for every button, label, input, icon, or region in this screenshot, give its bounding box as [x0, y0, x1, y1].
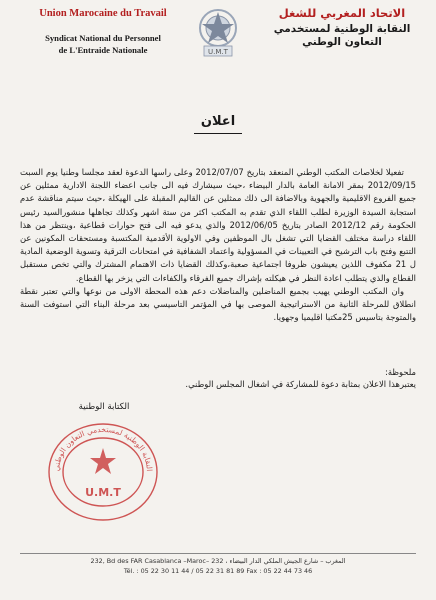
union-name-ar: الاتحاد المغربي للشغل: [278, 6, 406, 20]
title-underline: [194, 133, 242, 134]
entraide-name-fr: de L'Entraide Nationale: [58, 45, 148, 55]
announcement-body: [20, 166, 416, 324]
syndicat-name-fr: Syndicat National du Personnel: [45, 33, 161, 43]
union-name-fr: Union Marocaine du Travail: [39, 8, 167, 19]
logo-text: U.M.T: [208, 48, 228, 56]
body-paragraph-2: وان المكتب الوطني يهيب بجميع المناضلين والمناضلات دعم هذه المحطة الاولى من نوعها والتي تعتبر نقطة انطلاق للمرحلة الثانية من الاستراتيجية الموصى بها في المؤتمر التاسيسي بعد مرحلة البناء التي استوفت السنة والمتوجة بتاسيس 25مكتبا اقليميا وجهويا.: [20, 285, 416, 323]
footer-address: 232, Bd des FAR Casablanca –Maroc– المغرب – شارع الجيش الملكي الدار البيضاء ، 232: [90, 557, 346, 565]
header-french: [18, 8, 188, 55]
official-stamp-icon: [44, 418, 162, 526]
note-text: يعتبرهذا الاعلان بمثابة دعوة للمشاركة في اشغال المجلس الوطني.: [185, 379, 416, 389]
syndicat-name-ar: النقابة الوطنية لمستخدمي: [273, 23, 411, 35]
note-block: [20, 366, 416, 390]
document-title: اعلان: [200, 114, 236, 129]
body-paragraph-1: تفعيلا لخلاصات المكتب الوطني المنعقد بتاريخ 2012/07/07 وعلى راسها الدعوة لعقد مجلسا وطنيا يوم السبت 2012/09/15 بمقر الامانة العامة بالدار البيضاء ،حيث سيشارك فيه الى جانب اعضاء اللجنة الادارية ممثلين عن جميع الفروع الاقليمية والجهوية وبالاضافة الى ذلك ممثلين عن القاليم المقبلة على الهيكلة ،حيث سيتم مناقشة عدم استجابة السيدة الوزيرة لطلب اللقاء الذي تقدم به المكتب اكثر من ستة اشهر وكذلك تجاهلها منشورالسيد رئيس الحكومة رقم 2012/12 الصادر بتاريخ 2012/06/05 والذي يدعو فيه الى فتح حوارات قطاعية ،وينتظر من هذا اللقاء دراسة مختلف القضايا التي تشغل بال الموظفين وفي الاولوية الأقدمية المكتسبة ومستحقات المكونين عن التتبع وفتح باب الترشيح في التعيينات في المسؤولية واعتماد الشفافية في امتحانات الترقية وتسوية الوضعية المادية ل 21 مكفوف اللذين يعيشون ظروفا اجتماعية صعبة،وكذلك القضايا ذات الاهتمام المشترك والتي تخص مستقبل القطاع والذي يتطلب اعادة النظر في هيكلته بإشراك جميع الفرقاء والكفاءات التي يزخر بها القطاع.: [20, 167, 416, 283]
cooperation-name-ar: التعاون الوطني: [302, 36, 382, 48]
umt-logo-icon: [196, 6, 240, 60]
header-arabic: [262, 6, 422, 48]
stamp-ring-text: النقابة الوطنية لمستخدمي التعاون الوطني: [51, 424, 155, 472]
note-label: ملحوظة:: [385, 367, 416, 377]
signature-label: الكتابة الوطنية: [78, 402, 130, 412]
footer-phones: Tél. : 05 22 30 11 44 / 05 22 31 81 89 Fax : 05 22 44 73 46: [123, 567, 313, 575]
footer: [20, 557, 416, 577]
footer-divider: [20, 553, 416, 554]
stamp-center-text: U.M.T: [85, 486, 121, 499]
